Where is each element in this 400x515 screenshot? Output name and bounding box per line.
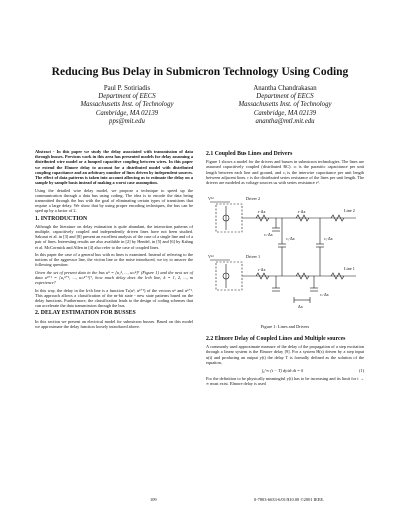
author-email: anantha@mtl.mit.edu — [255, 117, 315, 125]
driver-1-label: Driver 1 — [246, 254, 261, 259]
section-heading: 2.2 Elmore Delay of Coupled Lines and Multiple sources — [206, 336, 346, 342]
author-name: Paul P. Sotiriadis — [103, 85, 151, 92]
paragraph: Although the literature on delay estimation is quite abundant, the interaction patterns of multiple, capacitively coupled and independently driven lines have not been studied. Sakurai et al. in [3] and [8] present an excellent analysis of the case of a single line and of a pair of lines. Interesting results are also available in [2] by Hendel, in [5] and [6] by Kahng et al. McCormick and Allen in [4] also refer to the case of coupled lines. — [35, 223, 193, 250]
vdd-label-2: Vᵈᵈ — [208, 196, 214, 201]
paragraph: Given the set of present data in the bus uⁿ = [u₁ⁿ, ..., uₘⁿ]ᵀ (Figure 1) and the next set of data uⁿ⁺¹ = [u₁ⁿ⁺¹, ..., uₘⁿ⁺¹]ᵀ, how much delay does the k-th line, k = 1, 2, ..., m experience? — [35, 269, 193, 286]
driver-2-label: Driver 2 — [246, 196, 261, 201]
author-inst: Massachusetts Inst. of Technology — [238, 101, 332, 109]
author-email: pps@mit.edu — [109, 117, 145, 125]
paragraph: In this paper the case of a general bus with m lines is examined. Instead of referring to the notions of the aggressor line, the victim line or the noise introduced, we try to answer the following question: — [35, 252, 193, 268]
author-city: Cambridge, MA 02139 — [95, 109, 159, 117]
figure-caption: Figure 1: Lines and Drivers — [260, 324, 310, 329]
page-number: 109 — [150, 497, 157, 502]
line-1-label: Line 1 — [344, 266, 355, 271]
paragraph: For the definition to be physically meaningful y(t) has to be increasing and its limit for t → ∞ must exist. Elmore delay is used — [206, 376, 364, 387]
cldx-label: cₗ·Δx — [264, 232, 273, 237]
dx-label: Δx — [298, 304, 303, 309]
isbn-line: 0-7803-6633-6/01/$10.00 ©2001 IEEE. — [254, 497, 325, 502]
equation-number: (1) — [358, 368, 364, 374]
equation-1 — [206, 368, 364, 373]
author-city: Cambridge, MA 02139 — [253, 109, 317, 117]
cidx-label: cᵢ·Δx — [324, 236, 333, 241]
vdd-label-1: Vᵈᵈ — [208, 254, 214, 259]
author-dept: Department of EECS — [98, 93, 156, 101]
author-block-1 — [52, 85, 202, 126]
abstract: Abstract - In this paper we study the delay associated with transmission of data through busses. Previous work in this area has presented models for delay assuming a distributed wire model or a lumped capacitive coupling between wires. In this paper we extend the Elmore delay to account for a distributed model with distributed coupling capacitance and an arbitrary number of lines driven by independent sources. The effect of data patterns is taken into account allowing us to estimate the delay on a sample by sample basis instead of making a worst case assumption. — [35, 149, 193, 186]
figure-1-circuit — [206, 192, 364, 317]
cldx-label: cₗ·Δx — [320, 292, 329, 297]
paragraph: In this section we present an electrical model for submicron busses. Based on this model we approximate the delay function loosely introduced above. — [35, 318, 193, 329]
rdx-label: r·Δx — [258, 267, 266, 272]
author-inst: Massachusetts Inst. of Technology — [80, 101, 174, 109]
paper-title: Reducing Bus Delay in Submicron Technology Using Coding — [51, 66, 349, 78]
rdx-label: r·Δx — [258, 209, 266, 214]
equation-body: ∫₀^∞ (t − T) dy/dt dt = 0 — [261, 368, 304, 374]
rdx-label: r·Δx — [298, 209, 306, 214]
line-2-label: Line 2 — [344, 208, 355, 213]
paragraph: A commonly used approximate measure of the delay of the propagation of a step excitation through a linear system is the Elmore delay [9]. For a system H(s) driven by a step input u(t) and producing an output y(t) the delay T is formally defined as the solution of the equation, — [206, 344, 364, 365]
right-column-bottom — [206, 334, 364, 389]
section-heading: 2. DELAY ESTIMATION FOR BUSSES — [35, 310, 136, 317]
author-block-2 — [210, 85, 360, 126]
author-dept: Department of EECS — [256, 93, 314, 101]
section-heading: 2.1 Coupled Bus Lines and Drivers — [206, 151, 293, 157]
cidx-label: cᵢ·Δx — [286, 236, 295, 241]
paragraph: In this way, the delay in the k-th line is a function Tₖ(uⁿ, uⁿ⁺¹) of the vectors uⁿ and uⁿ⁺¹. This approach allows a classification of the m-bit state - new state patterns based on the delay functions. Furthermore, the classification leads to the design of coding schemes that can accelerate the data transmission through the bus. — [35, 287, 193, 309]
left-column — [35, 149, 193, 331]
paragraph: Figure 1 shows a model for the drivers and busses in submicron technologies. The lines are assumed capacitively coupled (distributed RC). cₗ is the parasitic capacitance per unit length between each line and ground, and cᵢ is the interwire capacitance per unit length between adjacent lines. r is the distributed series resistance of the lines per unit length. The drivers are modeled as voltage sources uₖ with series resistance rᵈ. — [206, 159, 364, 186]
paragraph: Using the detailed wire delay model, we propose a technique to speed up the communication through a data bus using coding. The idea is to encode the data being transmitted through the bus with the goal of eliminating certain types of transitions that require a large delay. We show that by using proper encoding techniques, the bus can be sped up by a factor of 2. — [35, 187, 193, 214]
author-name: Anantha Chandrakasan — [253, 85, 317, 92]
right-column-top — [206, 149, 364, 187]
section-heading: 1. INTRODUCTION — [35, 215, 88, 222]
